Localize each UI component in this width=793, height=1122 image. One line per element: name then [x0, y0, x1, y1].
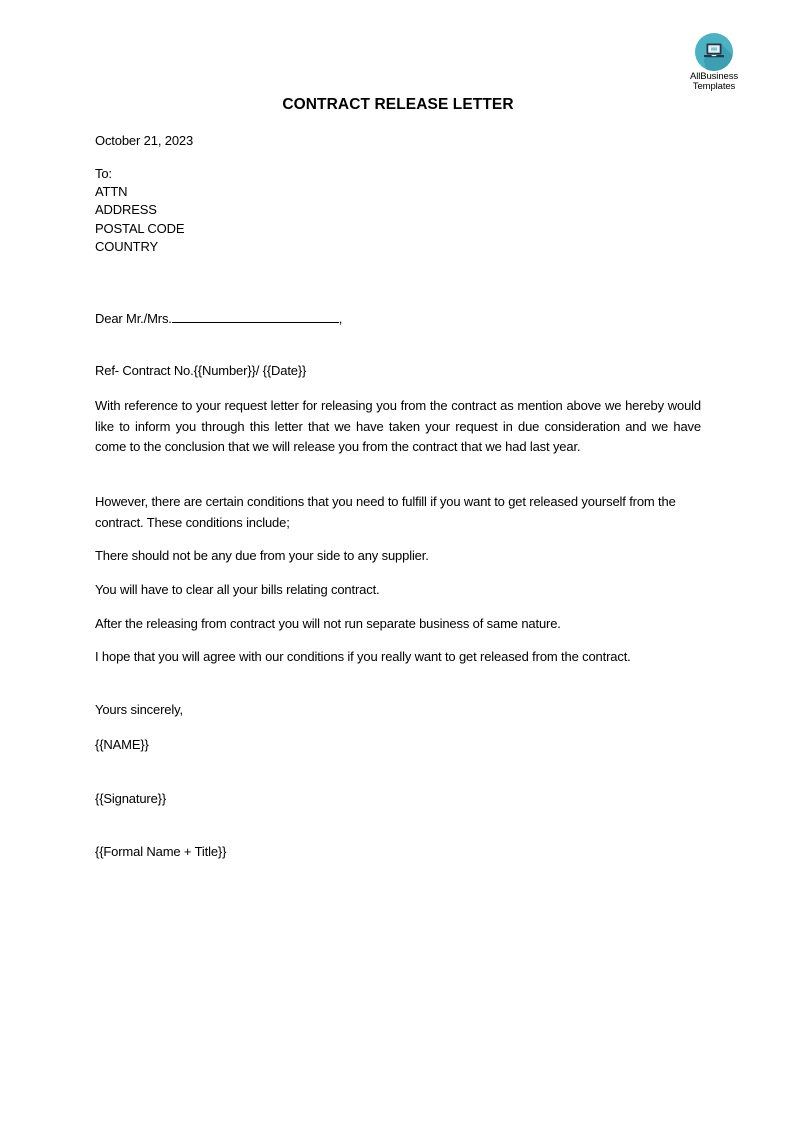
salutation-suffix: ,	[338, 311, 343, 326]
recipient-address: ADDRESS	[95, 202, 157, 218]
body-paragraph: However, there are certain conditions that you need to fulfill if you want to get released yourself from the contract. These conditions include;	[95, 494, 676, 530]
closing-line: Yours sincerely,	[95, 702, 183, 717]
salutation-line	[95, 309, 701, 330]
letter-title: CONTRACT RELEASE LETTER	[282, 96, 514, 113]
signature-placeholder: {{Signature}}	[95, 791, 167, 806]
laptop-icon-svg	[695, 33, 733, 71]
body-paragraph: With reference to your request letter for releasing you from the contract as mention above we hereby would like to inform you through this letter that we have taken your request in due consideration and we have come to the conclusion that we will release you from the contract that we had last year.	[95, 398, 701, 454]
brand-logo	[682, 33, 746, 92]
brand-name-line2: Templates	[692, 81, 736, 92]
reference-line: Ref- Contract No.{{Number}}/ {{Date}}	[95, 363, 307, 378]
body-paragraph: You will have to clear all your bills relating contract.	[95, 582, 380, 597]
signature-formal-title-placeholder: {{Formal Name + Title}}	[95, 844, 227, 859]
recipient-block	[95, 165, 701, 256]
recipient-attn: ATTN	[95, 184, 128, 200]
body-paragraph: I hope that you will agree with our conditions if you really want to get released from the contract.	[95, 649, 631, 664]
salutation-prefix: Dear Mr./Mrs.	[95, 311, 172, 326]
name-blank-line	[172, 310, 339, 323]
letter-date: October 21, 2023	[95, 133, 194, 148]
body-paragraph: After the releasing from contract you will not run separate business of same nature.	[95, 616, 561, 631]
recipient-postal-code: POSTAL CODE	[95, 220, 185, 236]
recipient-country: COUNTRY	[95, 238, 158, 254]
signature-name-placeholder: {{NAME}}	[95, 737, 149, 752]
body-paragraph: There should not be any due from your side to any supplier.	[95, 548, 429, 563]
laptop-icon	[695, 33, 733, 71]
recipient-label: To:	[95, 166, 112, 181]
brand-name-line1: AllBusiness	[689, 71, 738, 82]
